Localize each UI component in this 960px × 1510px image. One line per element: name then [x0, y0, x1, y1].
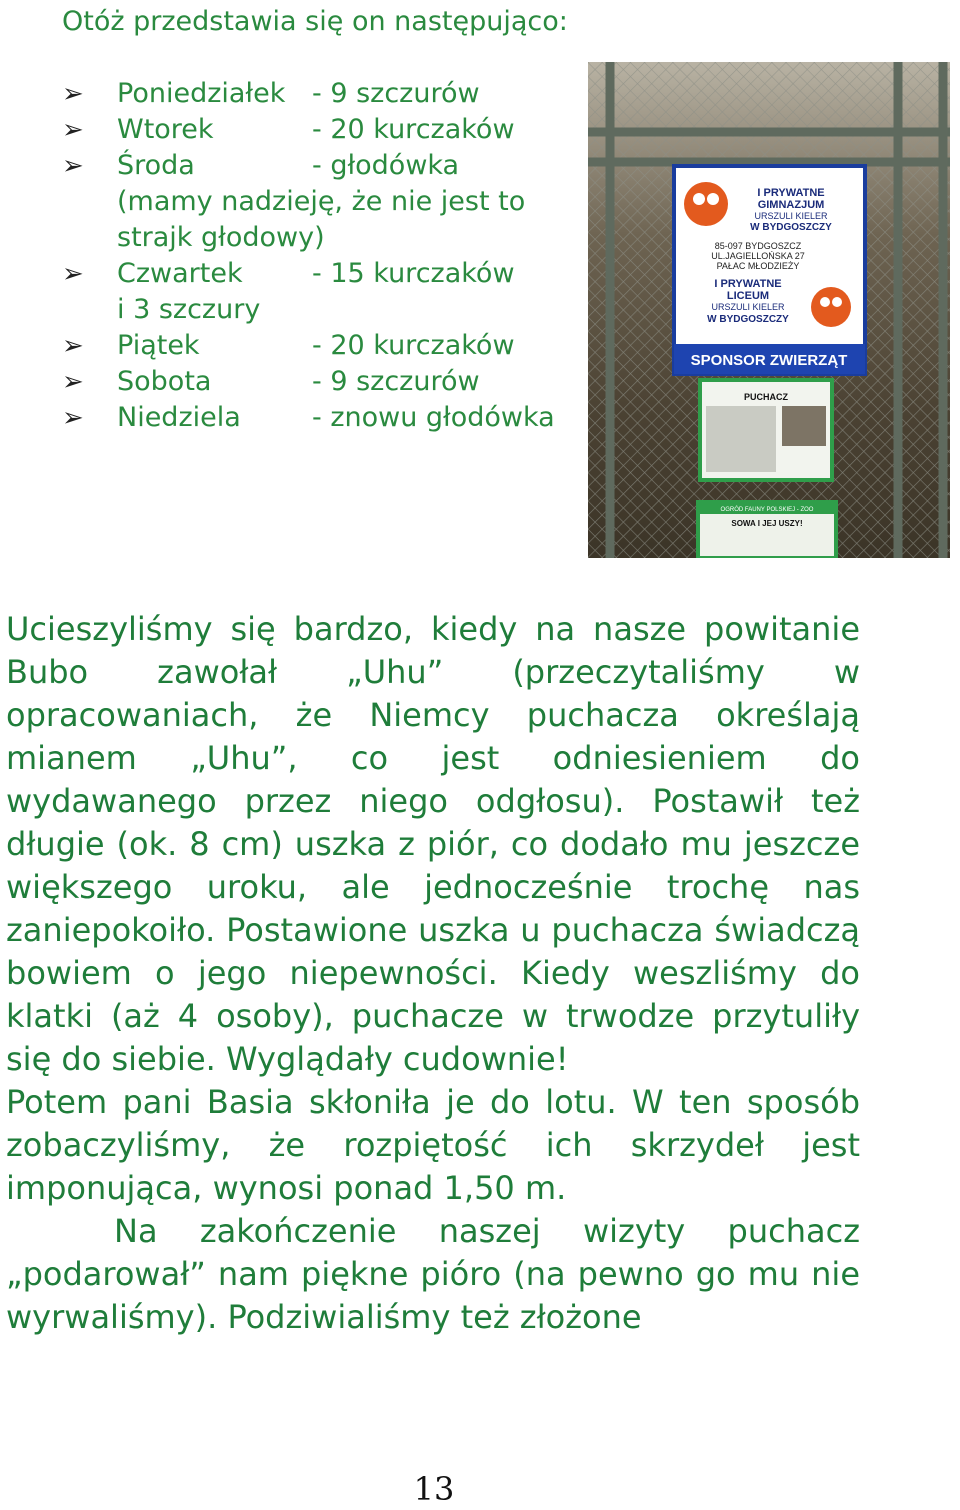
- sign-text: UL.JAGIELLOŃSKA 27: [711, 251, 805, 261]
- schedule-food: - głodówka: [312, 150, 460, 181]
- arrow-bullet-icon: ➢: [62, 151, 84, 181]
- arrow-bullet-icon: ➢: [62, 115, 84, 145]
- sign-text: I PRYWATNE: [714, 278, 782, 290]
- schedule-item: [62, 256, 562, 328]
- schedule-item: [62, 328, 562, 364]
- sign-text: 85-097 BYDGOSZCZ: [714, 241, 802, 251]
- arrow-bullet-icon: ➢: [62, 259, 84, 289]
- paragraph: Na zakończenie naszej wizyty puchacz „podarował” nam piękne pióro (na pewno go mu nie wyrwaliśmy). Podziwialiśmy też złożone: [6, 1212, 860, 1336]
- arrow-bullet-icon: ➢: [62, 331, 84, 361]
- sign-text: GIMNAZJUM: [757, 199, 825, 211]
- owl-logo-icon: [811, 287, 851, 327]
- schedule-item: [62, 400, 562, 436]
- schedule-food: - 9 szczurów: [312, 78, 480, 109]
- sign-text: W BYDGOSZCZY: [707, 314, 789, 325]
- schedule-food: - 15 kurczaków: [312, 258, 515, 289]
- schedule-day: Piątek: [117, 330, 200, 361]
- page-number: 13: [413, 1470, 455, 1508]
- intro-heading: Otóż przedstawia się on następująco:: [62, 6, 568, 37]
- schedule-day: Wtorek: [117, 114, 214, 145]
- arrow-bullet-icon: ➢: [62, 79, 84, 109]
- paragraph: Ucieszyliśmy się bardzo, kiedy na nasze powitanie Bubo zawołał „Uhu” (przeczytaliśmy w opracowaniach, że Niemcy puchacza określają mianem „Uhu”, co jest odniesieniem do wydawanego przez niego odgłosu). Postawił też długie (ok. 8 cm) uszka z piór, co dodało mu jeszcze większego uroku, ale jednocześnie trochę nas zaniepokoiło. Postawione uszka u puchacza świadczą bowiem o jego niepewności. Kiedy weszliśmy do klatki (aż 4 osoby), puchacze w trwodze przytuliły się do siebie. Wyglądały cudownie!: [6, 610, 860, 1078]
- info-board-title: PUCHACZ: [744, 392, 788, 402]
- zoo-enclosure-photo: [588, 62, 950, 558]
- article-body: [6, 608, 860, 1339]
- info-board-title: SOWA I JEJ USZY!: [731, 519, 803, 528]
- sign-text: URSZULI KIELER: [711, 302, 785, 312]
- owl-logo-icon: [684, 182, 728, 226]
- schedule-note: i 3 szczury: [117, 294, 261, 325]
- sponsor-banner: SPONSOR ZWIERZĄT: [690, 352, 848, 369]
- schedule-food: - 20 kurczaków: [312, 114, 515, 145]
- sign-text: W BYDGOSZCZY: [750, 222, 832, 233]
- sign-text: URSZULI KIELER: [754, 211, 828, 221]
- schedule-day: Niedziela: [117, 402, 241, 433]
- schedule-day: Poniedziałek: [117, 78, 286, 109]
- arrow-bullet-icon: ➢: [62, 367, 84, 397]
- feeding-schedule-list: [62, 76, 562, 436]
- schedule-day: Sobota: [117, 366, 212, 397]
- schedule-item: [62, 76, 562, 112]
- schedule-food: - znowu głodówka: [312, 402, 555, 433]
- sign-text: PAŁAC MŁODZIEŻY: [716, 261, 800, 271]
- info-board-header: OGRÓD FAUNY POLSKIEJ - ZOO: [720, 507, 814, 513]
- schedule-item: [62, 112, 562, 148]
- sign-text: LICEUM: [726, 290, 770, 302]
- schedule-note: (mamy nadzieję, że nie jest to strajk głodowy): [117, 186, 526, 253]
- schedule-day: Czwartek: [117, 258, 243, 289]
- arrow-bullet-icon: ➢: [62, 403, 84, 433]
- schedule-day: Środa: [117, 150, 195, 181]
- schedule-food: - 20 kurczaków: [312, 330, 515, 361]
- schedule-item: [62, 148, 562, 256]
- paragraph: Potem pani Basia skłoniła je do lotu. W ten sposób zobaczyliśmy, że rozpiętość ich skrzydeł jest imponująca, wynosi ponad 1,50 m.: [6, 1083, 860, 1207]
- schedule-item: [62, 364, 562, 400]
- enclosure-photo-image: [588, 62, 950, 558]
- schedule-food: - 9 szczurów: [312, 366, 480, 397]
- sign-text: I PRYWATNE: [757, 187, 825, 199]
